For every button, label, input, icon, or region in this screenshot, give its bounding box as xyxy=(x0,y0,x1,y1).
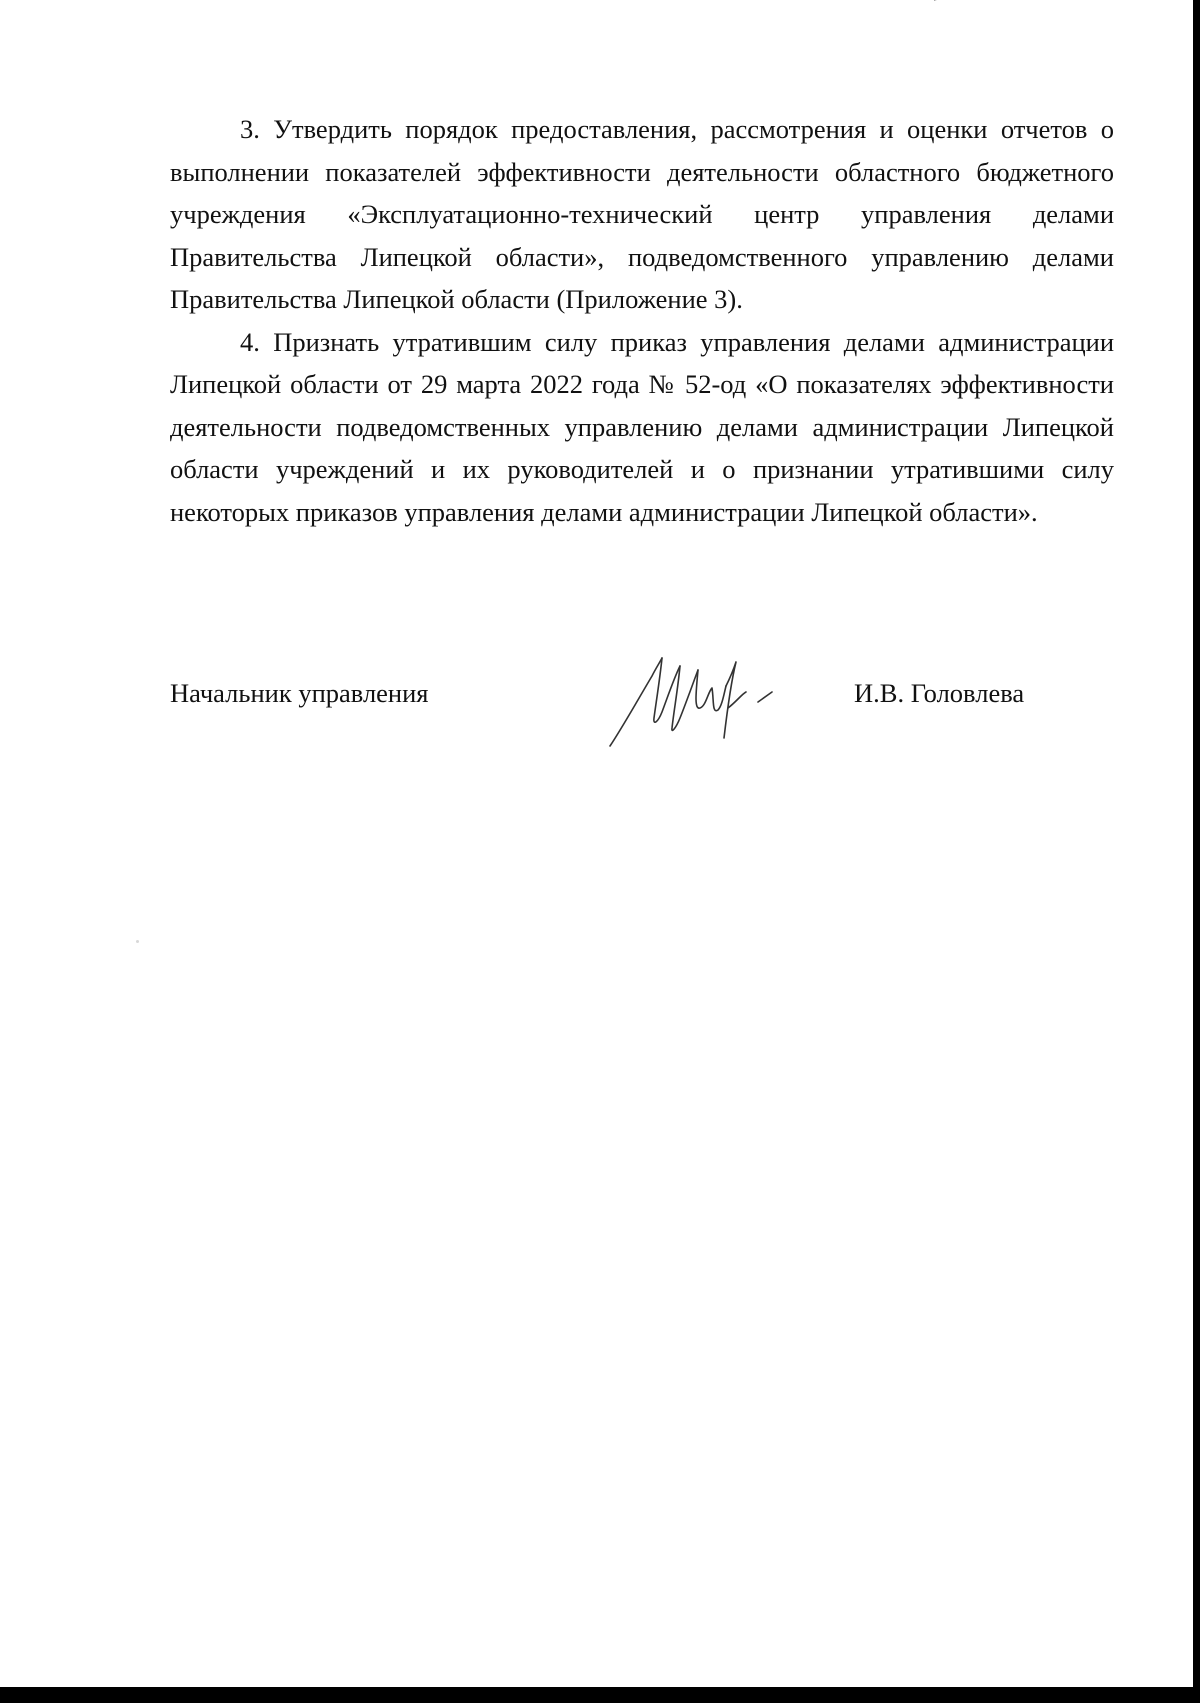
handwritten-signature xyxy=(600,648,800,758)
signatory-position: Начальник управления xyxy=(170,678,429,708)
paragraph-item-3: 3. Утвердить порядок предоставления, рассмотрения и оценки отчетов о выполнении показателей эффективности деятельности областного бюджетного учреждения «Эксплуатационно-технический центр управления делами Правительства Липецкой области», подведомственного управлению делами Правительства Липецкой области (Приложение 3). xyxy=(170,114,1114,314)
paragraph-item-4: 4. Признать утратившим силу приказ управления делами администрации Липецкой области от 29 марта 2022 года № 52-од «О показателях эффективности деятельности подведомственных управлению делами администрации Липецкой области учреждений и их руководителей и о признании утратившими силу некоторых приказов управления делами администрации Липецкой области». xyxy=(170,326,1114,527)
signatory-name: И.В. Головлева xyxy=(854,678,1025,708)
signature-block xyxy=(170,670,1114,730)
document-body xyxy=(170,108,1114,533)
top-edge-handwriting xyxy=(930,0,1110,6)
scan-artifact xyxy=(136,940,139,943)
